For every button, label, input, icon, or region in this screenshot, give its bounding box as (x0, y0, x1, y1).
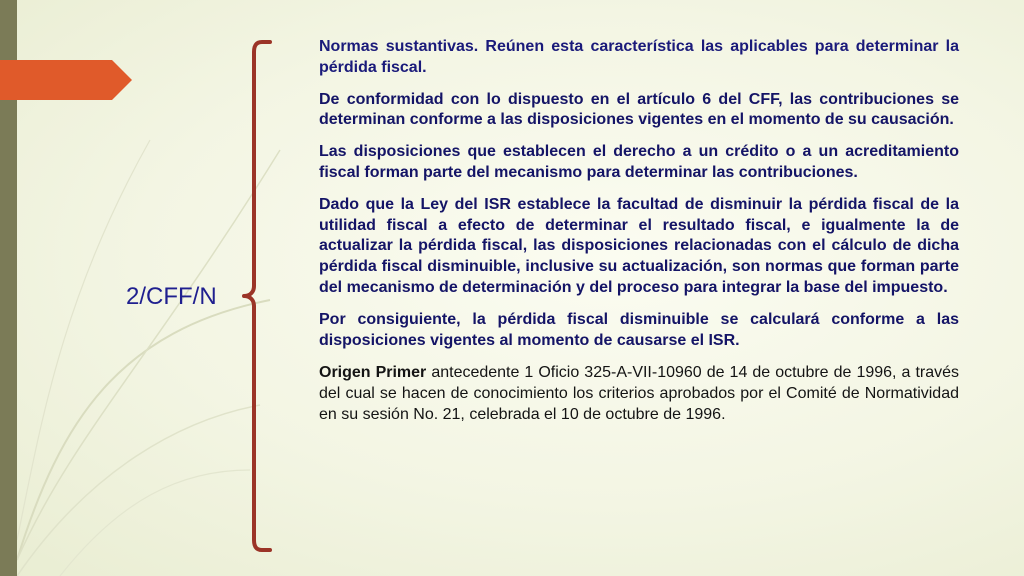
document-code-label: 2/CFF/N (126, 283, 217, 310)
bracket-brace-icon (240, 38, 280, 554)
paragraph-disposiciones: Las disposiciones que establecen el derecho a un crédito o a un acreditamiento fiscal forman parte del mecanismo para determinar las contribuciones. (319, 143, 959, 181)
paragraph-ley-isr: Dado que la Ley del ISR establece la facultad de disminuir la pérdida fiscal de la utilidad fiscal a efecto de determinar el resultado fiscal, e igualmente la de actualizar la pérdida fiscal, las disposiciones relacionadas con el cálculo de dicha pérdida fiscal disminuible, inclusive su actualización, son normas que forman parte del mecanismo de determinación y del proceso para integrar la base del impuesto. (319, 195, 959, 296)
origin-lead-text: Origen Primer (319, 364, 427, 382)
paragraph-normas-sustantivas: Normas sustantivas. Reúnen esta característica las aplicables para determinar la pérdida fiscal. (319, 38, 959, 76)
text-body (319, 37, 959, 437)
paragraph-origen (319, 363, 959, 425)
paragraph-conformidad: De conformidad con lo dispuesto en el artículo 6 del CFF, las contribuciones se determinan conforme a las disposiciones vigentes en el momento de su causación. (319, 90, 959, 129)
origin-body-text: antecedente 1 Oficio 325-A-VII-10960 de 14 de octubre de 1996, a través del cual se hacen de conocimiento los criterios aprobados por el Comité de Normatividad en su sesión No. 21, celebrada el 10 de octubre de 1996. (319, 364, 960, 423)
paragraph-consiguiente: Por consiguiente, la pérdida fiscal disminuible se calculará conforme a las disposiciones vigentes al momento de causarse el ISR. (319, 310, 959, 349)
arrow-marker-icon (0, 0, 140, 576)
